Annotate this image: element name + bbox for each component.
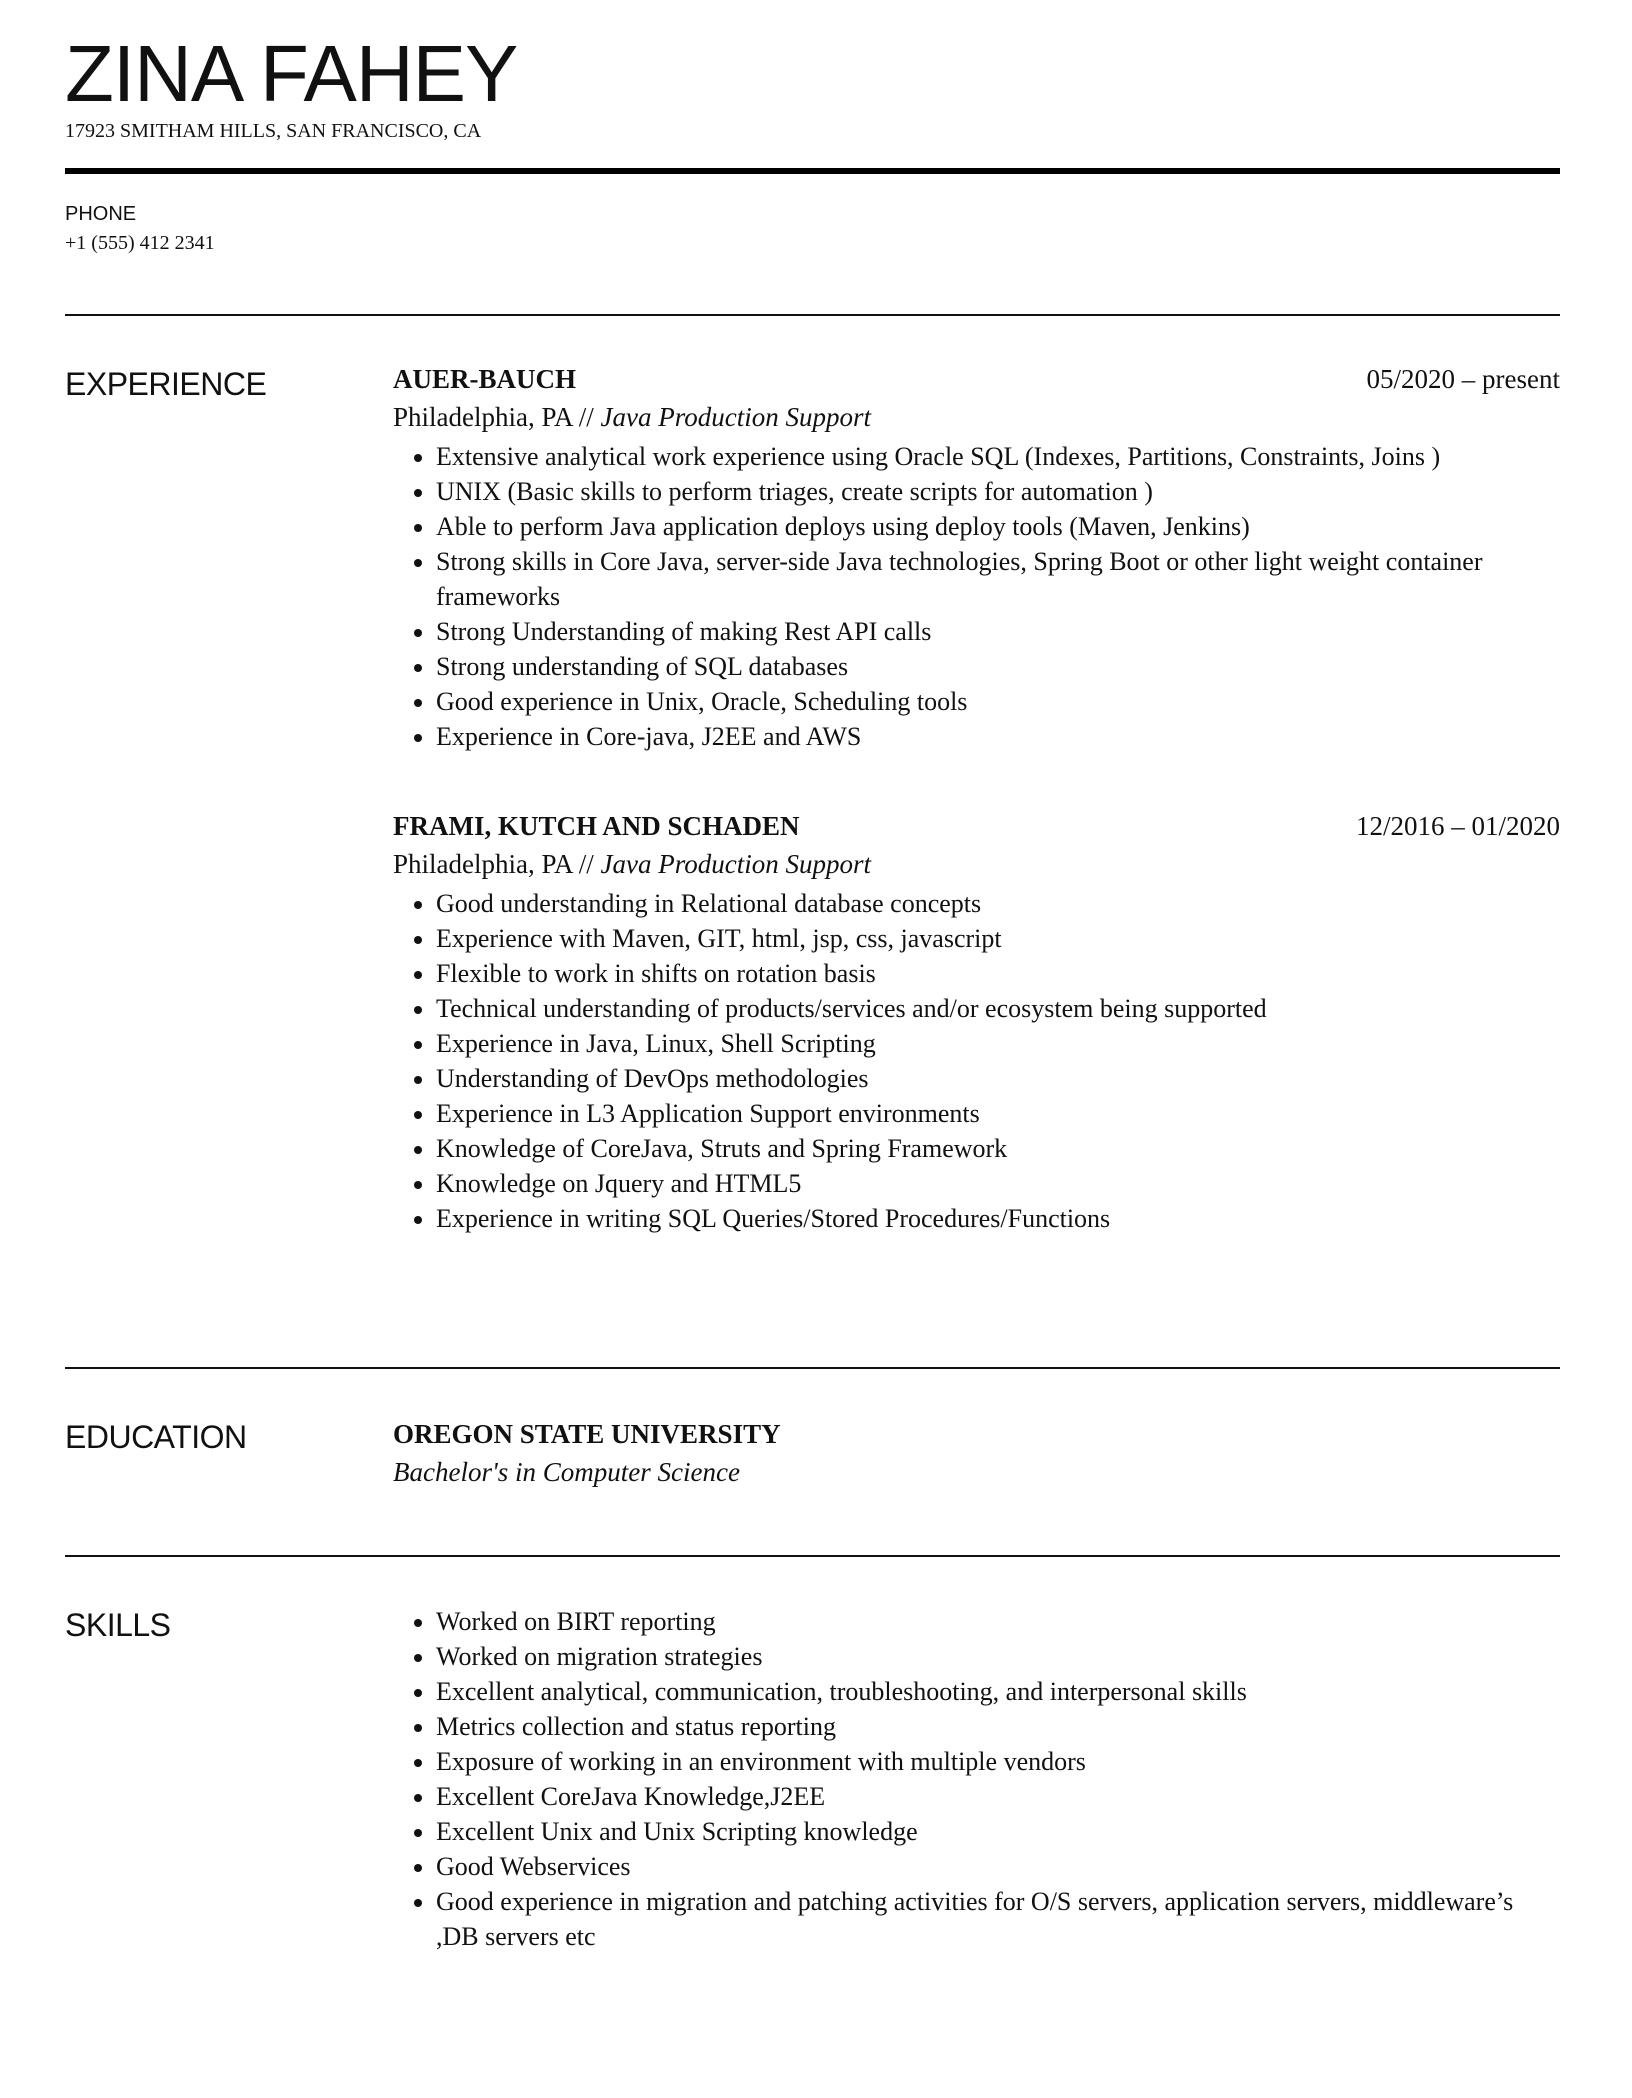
job-bullets [393,886,1560,1236]
phone-label: PHONE [65,203,137,225]
list-item: • Experience with Maven, GIT, html, jsp, css, javascript [436,921,1560,956]
section-divider [65,1367,1560,1369]
degree [393,1452,1560,1492]
list-item: • Knowledge on Jquery and HTML5 [436,1166,1560,1201]
list-item: • Good Webservices [436,1849,1560,1884]
education-section [393,1417,1560,1492]
candidate-name: ZINA FAHEY [65,29,518,118]
list-item: • Good understanding in Relational database concepts [436,886,1560,921]
job-subtitle [393,397,1560,437]
list-item: • Strong skills in Core Java, server-side Java technologies, Spring Boot or other light weight container frameworks [436,544,1560,614]
list-item: • Worked on migration strategies [436,1639,1560,1674]
header-divider [65,168,1560,174]
list-item: • Knowledge of CoreJava, Struts and Spring Framework [436,1131,1560,1166]
list-item: • Good experience in migration and patching activities for O/S servers, application servers, middleware’s ,DB servers etc [436,1884,1560,1954]
company-name: FRAMI, KUTCH AND SCHADEN [393,811,800,841]
list-item: • Exposure of working in an environment with multiple vendors [436,1744,1560,1779]
list-item: • Worked on BIRT reporting [436,1604,1560,1639]
skills-label: SKILLS [65,1607,171,1643]
experience-section [393,362,1560,1236]
list-item: • Flexible to work in shifts on rotation basis [436,956,1560,991]
list-item: • Understanding of DevOps methodologies [436,1061,1560,1096]
list-item: • Strong understanding of SQL databases [436,649,1560,684]
job-title: Java Production Support [600,849,872,879]
school-name: OREGON STATE UNIVERSITY [393,1419,781,1449]
list-item: • Metrics collection and status reporting [436,1709,1560,1744]
list-item: • Strong Understanding of making Rest API calls [436,614,1560,649]
list-item: • Able to perform Java application deploys using deploy tools (Maven, Jenkins) [436,509,1560,544]
experience-label: EXPERIENCE [65,366,267,402]
list-item: • Experience in writing SQL Queries/Stored Procedures/Functions [436,1201,1560,1236]
job-entry [393,809,1560,1236]
list-item: • Experience in L3 Application Support environments [436,1096,1560,1131]
list-item: • UNIX (Basic skills to perform triages, create scripts for automation ) [436,474,1560,509]
job-dates: 12/2016 – 01/2020 [1355,811,1560,841]
list-item: • Technical understanding of products/services and/or ecosystem being supported [436,991,1560,1026]
job-location: Philadelphia, PA [393,849,573,879]
list-item: • Experience in Java, Linux, Shell Scripting [436,1026,1560,1061]
education-label: EDUCATION [65,1419,247,1455]
phone-value: +1 (555) 412 2341 [65,232,215,254]
separator: // [572,402,601,432]
separator: // [572,849,601,879]
job-location: Philadelphia, PA [393,402,573,432]
list-item: • Good experience in Unix, Oracle, Scheduling tools [436,684,1560,719]
skills-section [393,1604,1560,1954]
list-item: • Extensive analytical work experience using Oracle SQL (Indexes, Partitions, Constraints, Joins ) [436,439,1560,474]
section-divider [65,1555,1560,1557]
company-name: AUER-BAUCH [393,364,577,394]
list-item: • Excellent Unix and Unix Scripting knowledge [436,1814,1560,1849]
job-bullets [393,439,1560,754]
degree-text: Bachelor's in Computer Science [393,1457,740,1487]
job-dates: 05/2020 – present [1366,364,1560,394]
job-subtitle [393,844,1560,884]
list-item: • Excellent CoreJava Knowledge,J2EE [436,1779,1560,1814]
job-title: Java Production Support [600,402,872,432]
list-item: • Excellent analytical, communication, troubleshooting, and interpersonal skills [436,1674,1560,1709]
address: 17923 SMITHAM HILLS, SAN FRANCISCO, CA [65,120,482,142]
list-item: • Experience in Core-java, J2EE and AWS [436,719,1560,754]
section-divider [65,314,1560,316]
skills-list [393,1604,1560,1954]
job-entry [393,362,1560,754]
